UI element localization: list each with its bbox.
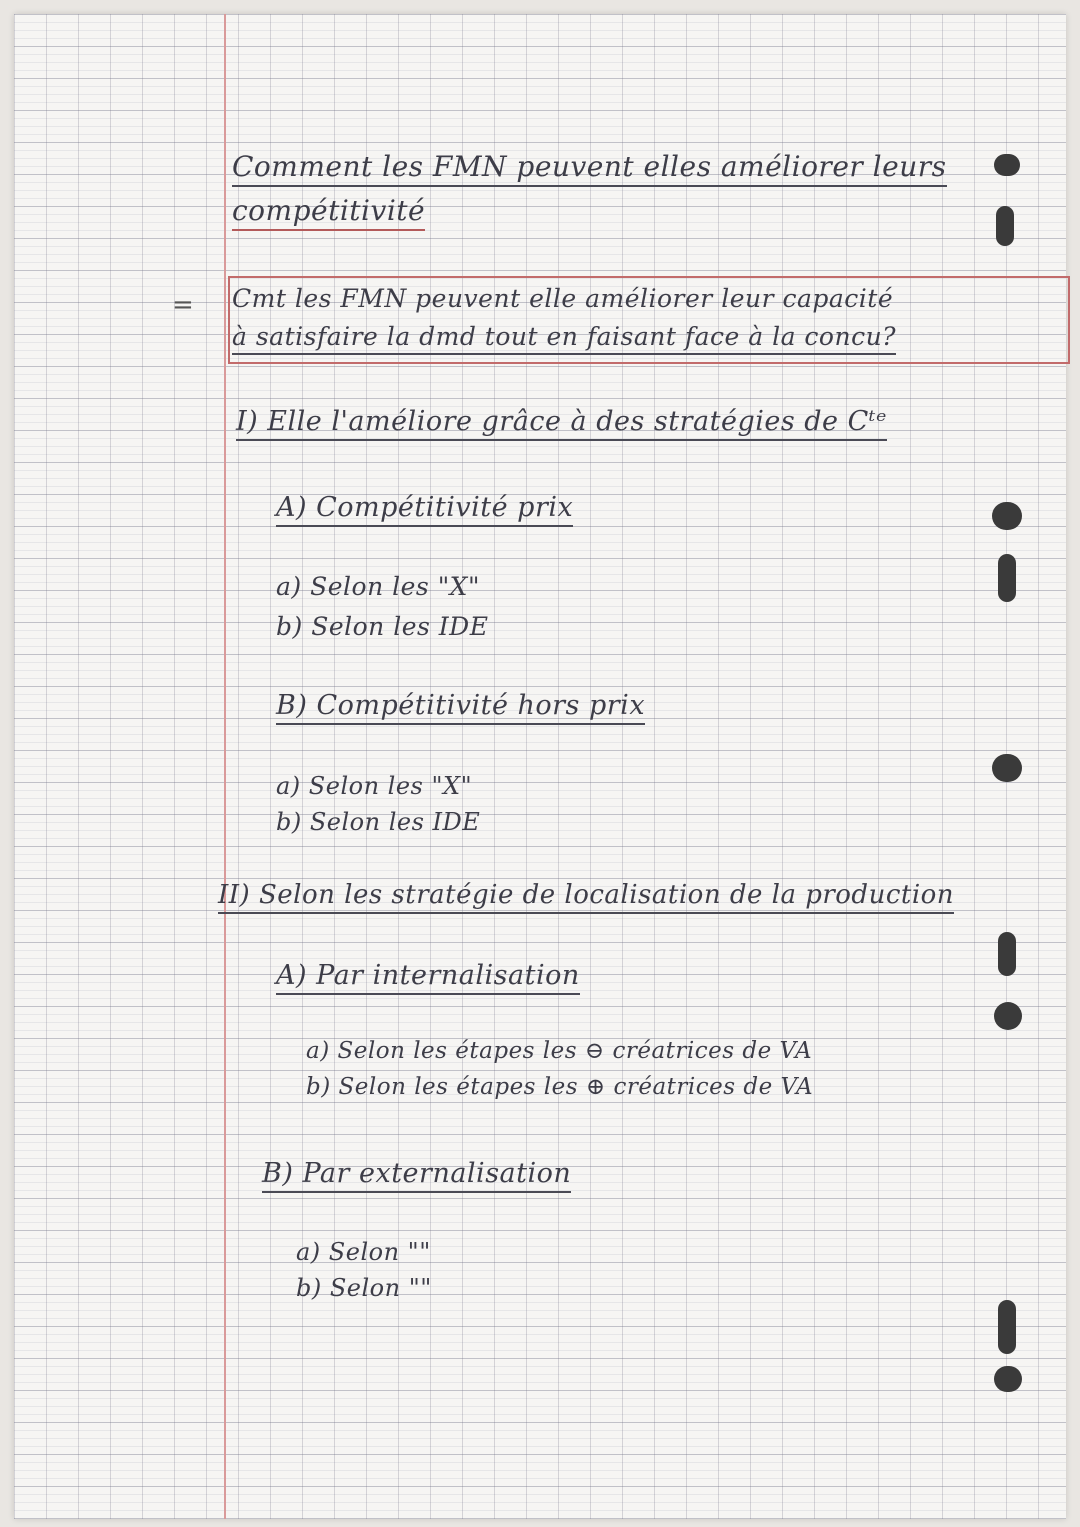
notebook-sheet [14,14,1066,1519]
part2-B-item-a: a) Selon "" [296,1238,431,1266]
binder-hole [994,1366,1022,1392]
part2-A-item-b: b) Selon les étapes les ⊕ créatrices de VA [306,1074,814,1100]
part1-B-heading: B) Compétitivité hors prix [276,690,645,725]
part2-A-heading: A) Par internalisation [276,960,580,995]
binder-hole [998,554,1016,602]
part2-heading: II) Selon les stratégie de localisation de la production [218,880,954,914]
part1-B-item-a: a) Selon les "X" [276,772,473,800]
part1-A-heading: A) Compétitivité prix [276,492,573,527]
title-line-2: compétitivité [232,194,425,231]
problematique-line-2: à satisfaire la dmd tout en faisant face à la concu? [232,322,896,355]
part2-B-heading: B) Par externalisation [262,1158,571,1193]
binder-hole [992,502,1022,530]
title-line-1: Comment les FMN peuvent elles améliorer leurs [232,150,947,187]
part1-A-item-b: b) Selon les IDE [276,612,489,641]
part1-heading: I) Elle l'améliore grâce à des stratégies de Cᵗᵉ [236,406,887,441]
problematique-line-1: Cmt les FMN peuvent elle améliorer leur capacité [232,284,894,313]
binder-hole [996,206,1014,246]
binder-hole [994,1002,1022,1030]
margin-line [224,14,226,1519]
part2-A-item-a: a) Selon les étapes les ⊖ créatrices de VA [306,1038,813,1064]
part2-B-item-b: b) Selon "" [296,1274,432,1302]
binder-hole [998,1300,1016,1354]
binder-hole [992,754,1022,782]
binder-hole [998,932,1016,976]
margin-mark: = [172,290,194,320]
binder-hole [994,154,1020,176]
part1-A-item-a: a) Selon les "X" [276,572,480,601]
part1-B-item-b: b) Selon les IDE [276,808,481,836]
